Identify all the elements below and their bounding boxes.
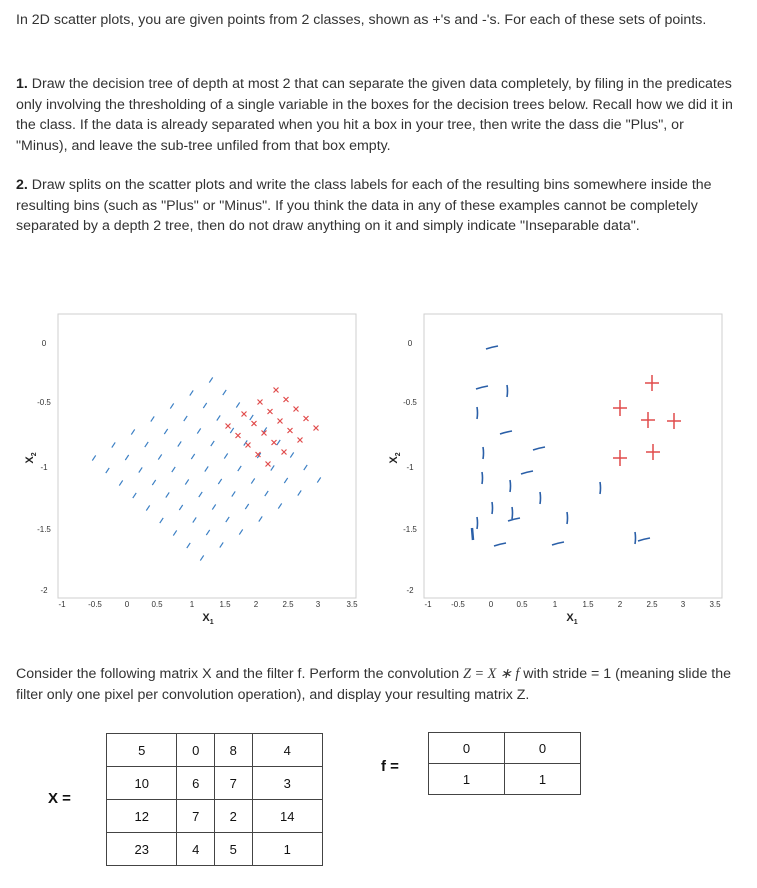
question-1 <box>16 74 736 156</box>
y-axis-label <box>388 452 402 463</box>
x-tick-label: 1 <box>189 600 195 609</box>
x-tick-label: -0.5 <box>88 600 102 609</box>
x-axis-label-sub: 1 <box>209 619 214 626</box>
matrix-cell: 7 <box>214 767 252 800</box>
x-axis-label <box>566 612 577 626</box>
matrix-cell: 5 <box>214 833 252 866</box>
y-tick-labels <box>37 339 51 595</box>
question-1-number: 1. <box>16 76 28 92</box>
filter-cell: 0 <box>505 733 581 764</box>
minus-point <box>477 517 478 529</box>
x-tick-label: 2.5 <box>282 600 294 609</box>
y-tick-label: -0.5 <box>403 398 417 407</box>
filter-cell: 1 <box>505 764 581 795</box>
convolution-text-post: with stride = 1 (meaning slide the filter only one pixel per convolution operation), and display your resulting matrix Z. <box>16 666 732 703</box>
x-tick-label: 2 <box>617 600 623 609</box>
x-tick-label: 0.5 <box>151 600 163 609</box>
question-2-number: 2. <box>16 177 28 193</box>
matrix-cell: 12 <box>107 800 177 833</box>
matrix-cell: 0 <box>177 734 215 767</box>
matrix-cell: 14 <box>252 800 323 833</box>
x-tick-label: 3.5 <box>709 600 721 609</box>
y-axis-label-main: X <box>388 456 400 464</box>
question-2 <box>16 175 736 237</box>
plot-frame <box>424 314 722 598</box>
y-tick-label: -1.5 <box>403 525 417 534</box>
y-tick-label: 0 <box>407 339 413 348</box>
matrix-cell: 4 <box>252 734 323 767</box>
y-axis-label-sub: 2 <box>31 452 38 457</box>
matrix-cell: 1 <box>252 833 323 866</box>
x-axis-label-sub: 1 <box>573 619 578 626</box>
y-tick-label: 0 <box>41 339 47 348</box>
filter-cell: 1 <box>429 764 505 795</box>
minus-point <box>600 482 601 494</box>
y-tick-labels <box>403 339 417 595</box>
x-tick-label: -1 <box>58 600 66 609</box>
x-tick-label: 0.5 <box>516 600 528 609</box>
minus-point <box>540 492 541 504</box>
x-axis-label <box>202 612 213 626</box>
x-tick-label: -0.5 <box>451 600 465 609</box>
filter-f <box>428 732 581 795</box>
matrix-cell: 10 <box>107 767 177 800</box>
matrix-cell: 4 <box>177 833 215 866</box>
minus-point <box>472 528 473 540</box>
matrix-cell: 6 <box>177 767 215 800</box>
filter-cell: 0 <box>429 733 505 764</box>
convolution-question <box>16 664 736 705</box>
matrix-x <box>106 733 323 866</box>
x-tick-labels <box>58 600 358 609</box>
matrix-cell: 2 <box>214 800 252 833</box>
scatter-plot-1 <box>16 308 366 628</box>
matrix-cell: 7 <box>177 800 215 833</box>
question-1-text: Draw the decision tree of depth at most 2 that can separate the given data completely, by filing in the predicates only involving the thresholding of a single variable in the boxes for the decision trees below. Recall how we did it in the class. If the data is already separated when you hit a box in your tree, then write the dass die "Plus", or "Minus), and leave the sub-tree unfiled from that box empty. <box>16 76 733 154</box>
y-axis-label-main: X <box>24 456 36 464</box>
matrix-x-label: X = <box>48 790 71 807</box>
intro-text: In 2D scatter plots, you are given points from 2 classes, shown as +'s and -'s. For each of these sets of points. <box>16 12 707 28</box>
y-tick-label: -2 <box>40 586 48 595</box>
question-2-text: Draw splits on the scatter plots and write the class labels for each of the resulting bins somewhere inside the resulting bins (such as "Plus" or "Minus". If you think the data in any of these examples cannot be completely separated by a depth 2 tree, then do not draw anything on it and simply indicate "Inseparable data". <box>16 177 712 235</box>
x-tick-label: 0 <box>124 600 130 609</box>
x-tick-label: 3 <box>315 600 321 609</box>
y-tick-label: -1.5 <box>37 525 51 534</box>
minus-point <box>512 507 513 519</box>
y-axis-label-sub: 2 <box>395 452 402 457</box>
minus-point <box>482 472 483 484</box>
convolution-formula: Z = X ∗ f <box>463 666 520 682</box>
minus-point <box>510 480 511 492</box>
convolution-text-pre: Consider the following matrix X and the filter f. Perform the convolution <box>16 666 464 682</box>
matrix-cell: 8 <box>214 734 252 767</box>
x-tick-label: 2 <box>253 600 259 609</box>
x-axis-label-main: X <box>566 612 574 624</box>
matrix-cell: 23 <box>107 833 177 866</box>
y-tick-label: -2 <box>406 586 414 595</box>
x-axis-label-main: X <box>202 612 210 624</box>
y-tick-label: -1 <box>40 463 48 472</box>
y-tick-label: -1 <box>406 463 414 472</box>
y-axis-label <box>24 452 38 463</box>
minus-point <box>483 447 484 459</box>
x-tick-label: 3 <box>680 600 686 609</box>
plot-frame <box>58 314 356 598</box>
x-tick-label: 1.5 <box>219 600 231 609</box>
x-tick-label: 1 <box>552 600 558 609</box>
minus-point <box>635 532 636 544</box>
scatter-plot-2 <box>382 308 732 628</box>
matrix-cell: 5 <box>107 734 177 767</box>
x-tick-label: 3.5 <box>346 600 358 609</box>
x-tick-label: 1.5 <box>582 600 594 609</box>
x-tick-labels <box>424 600 721 609</box>
filter-f-label: f = <box>381 758 399 775</box>
minus-point <box>492 502 493 514</box>
matrix-cell: 3 <box>252 767 323 800</box>
minus-point <box>477 407 478 419</box>
x-tick-label: -1 <box>424 600 432 609</box>
y-tick-label: -0.5 <box>37 398 51 407</box>
x-tick-label: 0 <box>488 600 494 609</box>
minus-point <box>507 385 508 397</box>
x-tick-label: 2.5 <box>646 600 658 609</box>
minus-point <box>567 512 568 524</box>
